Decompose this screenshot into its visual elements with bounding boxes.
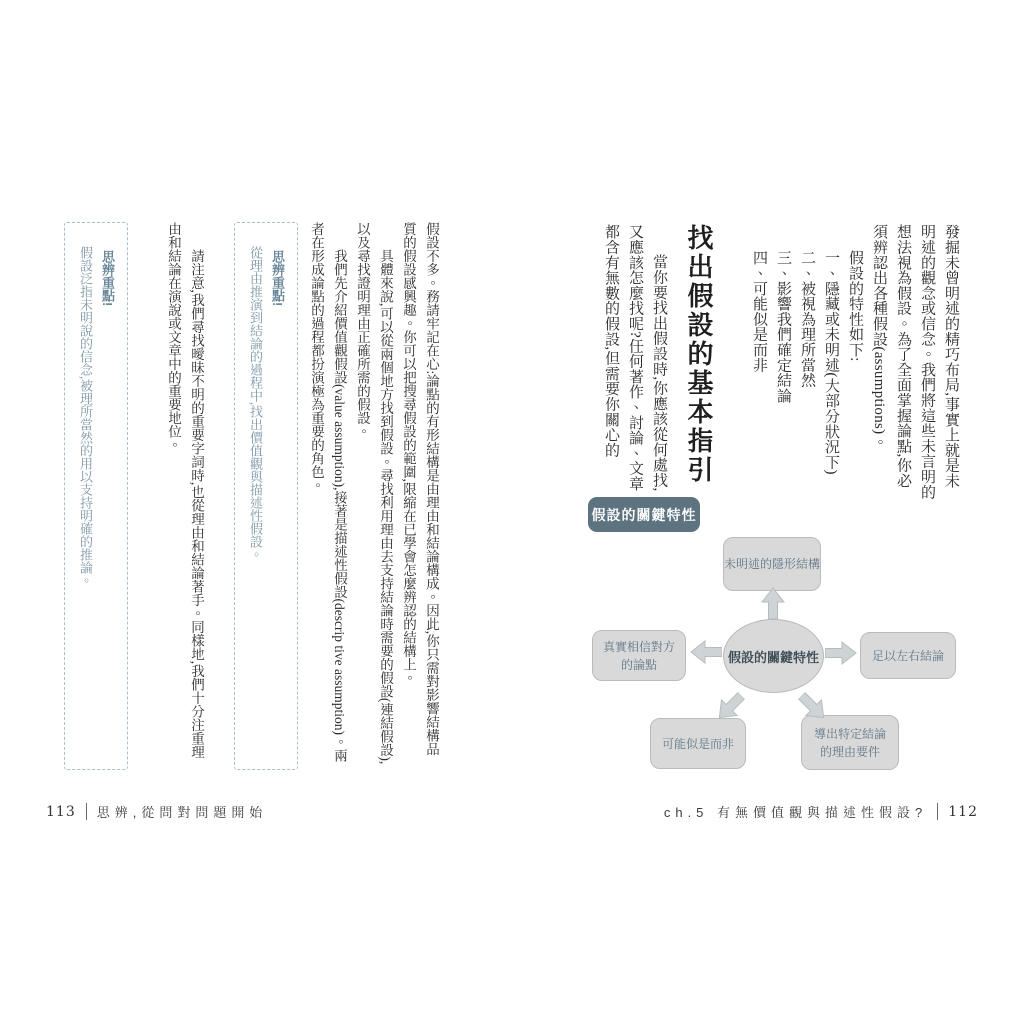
paragraph: 假設不多。務請牢記在心:論點的有形結構是由理由和結論構成。因此,你只需對影響結構品質的假設感興趣。你可以把搜尋假設的範圍,限縮在已學會怎麼辨認的結構上。: [401, 222, 439, 756]
critical-point-box-1: [234, 222, 298, 770]
arrow-right-icon: [825, 641, 857, 665]
paragraph: 具體來說,可以從兩個地方找到假設。尋找利用理由去支持結論時需要的假設(連結假設),以及尋找證明理由正確所需的假設。: [355, 222, 393, 765]
diagram-node-right: 足以左右結論: [860, 632, 956, 679]
left-page-text-1: [305, 222, 443, 768]
right-page-text: [599, 224, 963, 502]
page-number-right: 112: [948, 803, 978, 820]
book-title: 思辨,從問對問題開始: [96, 805, 268, 820]
chapter-title: ch.5 有無價值觀與描述性假設?: [663, 805, 928, 820]
diagram-title-badge: 假設的關鍵特性: [588, 497, 700, 532]
callout-body: 假設泛指未明說的信念,被理所當然的用以支持明確的推論。: [78, 246, 93, 588]
paragraph: 發掘未曾明述的精巧布局,事實上就是未明述的觀念或信念。我們將這些未言明的想法視為假設。為了全面掌握論點,你必須辨認出各種假設(assumptions)。: [871, 224, 959, 500]
critical-point-box-2: [64, 222, 128, 770]
list-item-2: 二、被視為理所當然: [799, 249, 815, 388]
footer-divider: [937, 803, 938, 820]
footer-right: [664, 802, 978, 821]
page-number-left: 113: [46, 803, 76, 820]
paragraph-intro: 假設的特性如下:: [847, 249, 863, 362]
diagram-node-left: 真實相信對方 的論點: [592, 630, 686, 681]
footer-left: [46, 802, 267, 821]
footer-divider: [86, 803, 87, 820]
arrow-up-icon: [761, 587, 785, 619]
diagram-node-top: 未明述的隱形結構: [723, 537, 821, 591]
left-page-text-2: [162, 222, 208, 768]
callout-body: 從理由推演到結論的過程中,找出價值觀與描述性假設。: [248, 246, 263, 562]
list-item-3: 三、影響我們確定結論: [775, 249, 791, 403]
list-item-4: 四、可能似是而非: [751, 249, 767, 372]
paragraph: 請注意,我們尋找曖昧不明的重要字詞時,也從理由和結論著手。同樣地,我們十分注重理由和結論在演說或文章中的重要地位。: [166, 222, 204, 759]
paragraph: 我們先介紹價值觀假設(value assumption),接著是描述性假設(descrip tive assumption)。兩者在形成論點的過程都扮演極為重要的角色。: [309, 222, 347, 762]
assumptions-diagram: [585, 495, 983, 795]
callout-title: 思辨重點!: [100, 250, 115, 307]
diagram-node-bottom-left: 可能似是而非: [650, 718, 746, 769]
section-title: 找出假設的基本指引: [684, 224, 713, 485]
arrow-left-icon: [690, 640, 722, 664]
diagram-node-center: 假設的關鍵特性: [723, 619, 824, 693]
list-item-1: 一、隱藏或未明述(大部分狀況下): [823, 249, 839, 475]
paragraph: 當你要找出假設時,你應該從何處找,又應該怎麼找呢?任何著作、討論、文章都含有無數的假設,但需要你關心的: [603, 224, 667, 492]
diagram-node-bottom-right: 導出特定結論 的理由要件: [801, 715, 899, 770]
callout-title: 思辨重點!: [270, 250, 285, 307]
